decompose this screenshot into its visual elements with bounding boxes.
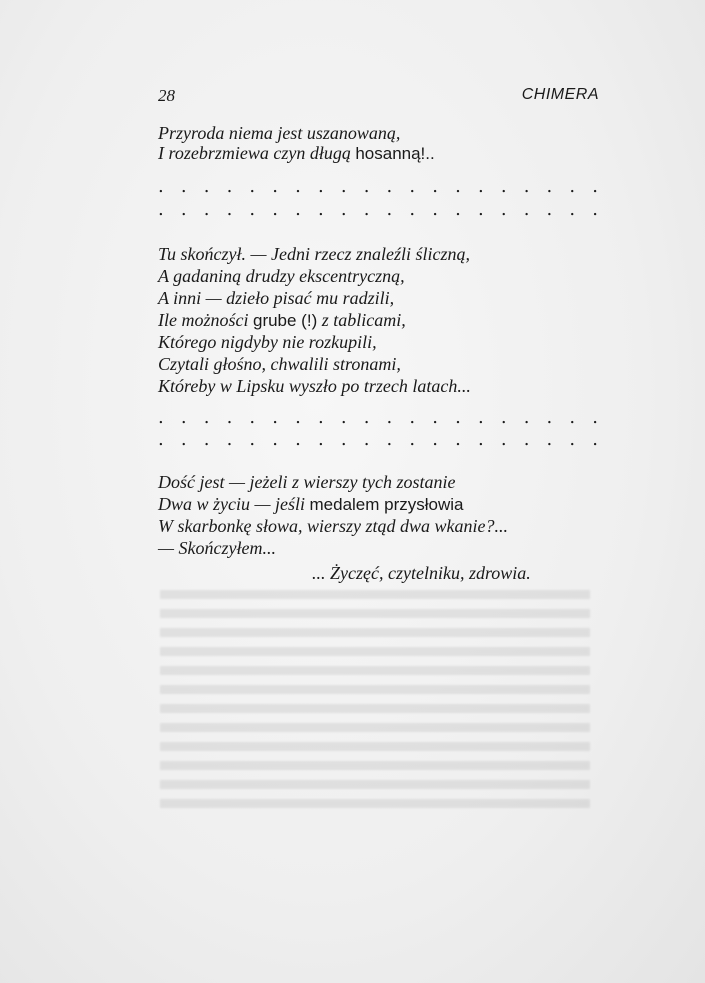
ellipsis-row: . . . . . . . . . . . . . . . . . . . . [158, 199, 598, 220]
verse-line [158, 494, 464, 515]
verse-text: Tu skończył. — Jedni rzecz znaleźli śliczną, [158, 244, 470, 264]
bleed-through-text [160, 590, 590, 810]
verse-text: — Skończyłem... [158, 538, 276, 558]
verse-text: Czytali głośno, chwalili stronami, [158, 354, 401, 374]
page-number: 28 [158, 86, 175, 105]
verse-line [158, 244, 470, 264]
verse-text: z tablicami, [317, 310, 406, 330]
verse-line [158, 143, 435, 164]
ellipsis-row: . . . . . . . . . . . . . . . . . . . . [158, 176, 598, 197]
ellipsis-row: . . . . . . . . . . . . . . . . . . . . [158, 429, 598, 450]
verse-line [158, 310, 406, 331]
verse-text: Dwa w życiu — jeśli [158, 494, 310, 514]
verse-line-closing [312, 563, 531, 583]
verse-text: Przyroda niema jest uszanowaną, [158, 123, 401, 143]
verse-line [158, 538, 276, 558]
verse-text: Ile możności [158, 310, 253, 330]
verse-text-roman: hosanną!.. [355, 144, 435, 163]
verse-text: Dość jest — jeżeli z wierszy tych zostanie [158, 472, 456, 492]
verse-line [158, 123, 400, 143]
verse-text: W skarbonkę słowa, wierszy ztąd dwa wkanie?... [158, 516, 508, 536]
verse-text: I rozebrzmiewa czyn długą [158, 143, 356, 163]
verse-line [158, 354, 401, 374]
verse-text: Którego nigdyby nie rozkupili, [158, 332, 377, 352]
verse-line [158, 332, 377, 352]
running-title: CHIMERA [521, 86, 599, 103]
verse-text: A inni — dzieło pisać mu radzili, [158, 288, 395, 308]
verse-line [158, 516, 508, 536]
verse-text: Któreby w Lipsku wyszło po trzech latach... [158, 376, 471, 396]
verse-text: A gadaniną drudzy ekscentryczną, [158, 266, 405, 286]
ellipsis-row: . . . . . . . . . . . . . . . . . . . . [158, 407, 598, 428]
verse-line [158, 266, 405, 286]
verse-line [158, 472, 455, 492]
verse-text-roman: grube (!) [252, 311, 318, 330]
verse-line [158, 376, 471, 396]
verse-text-roman: medalem przysłowia [309, 495, 464, 514]
verse-line [158, 288, 394, 308]
verse-text: ... Życzęć, czytelniku, zdrowia. [312, 563, 531, 583]
